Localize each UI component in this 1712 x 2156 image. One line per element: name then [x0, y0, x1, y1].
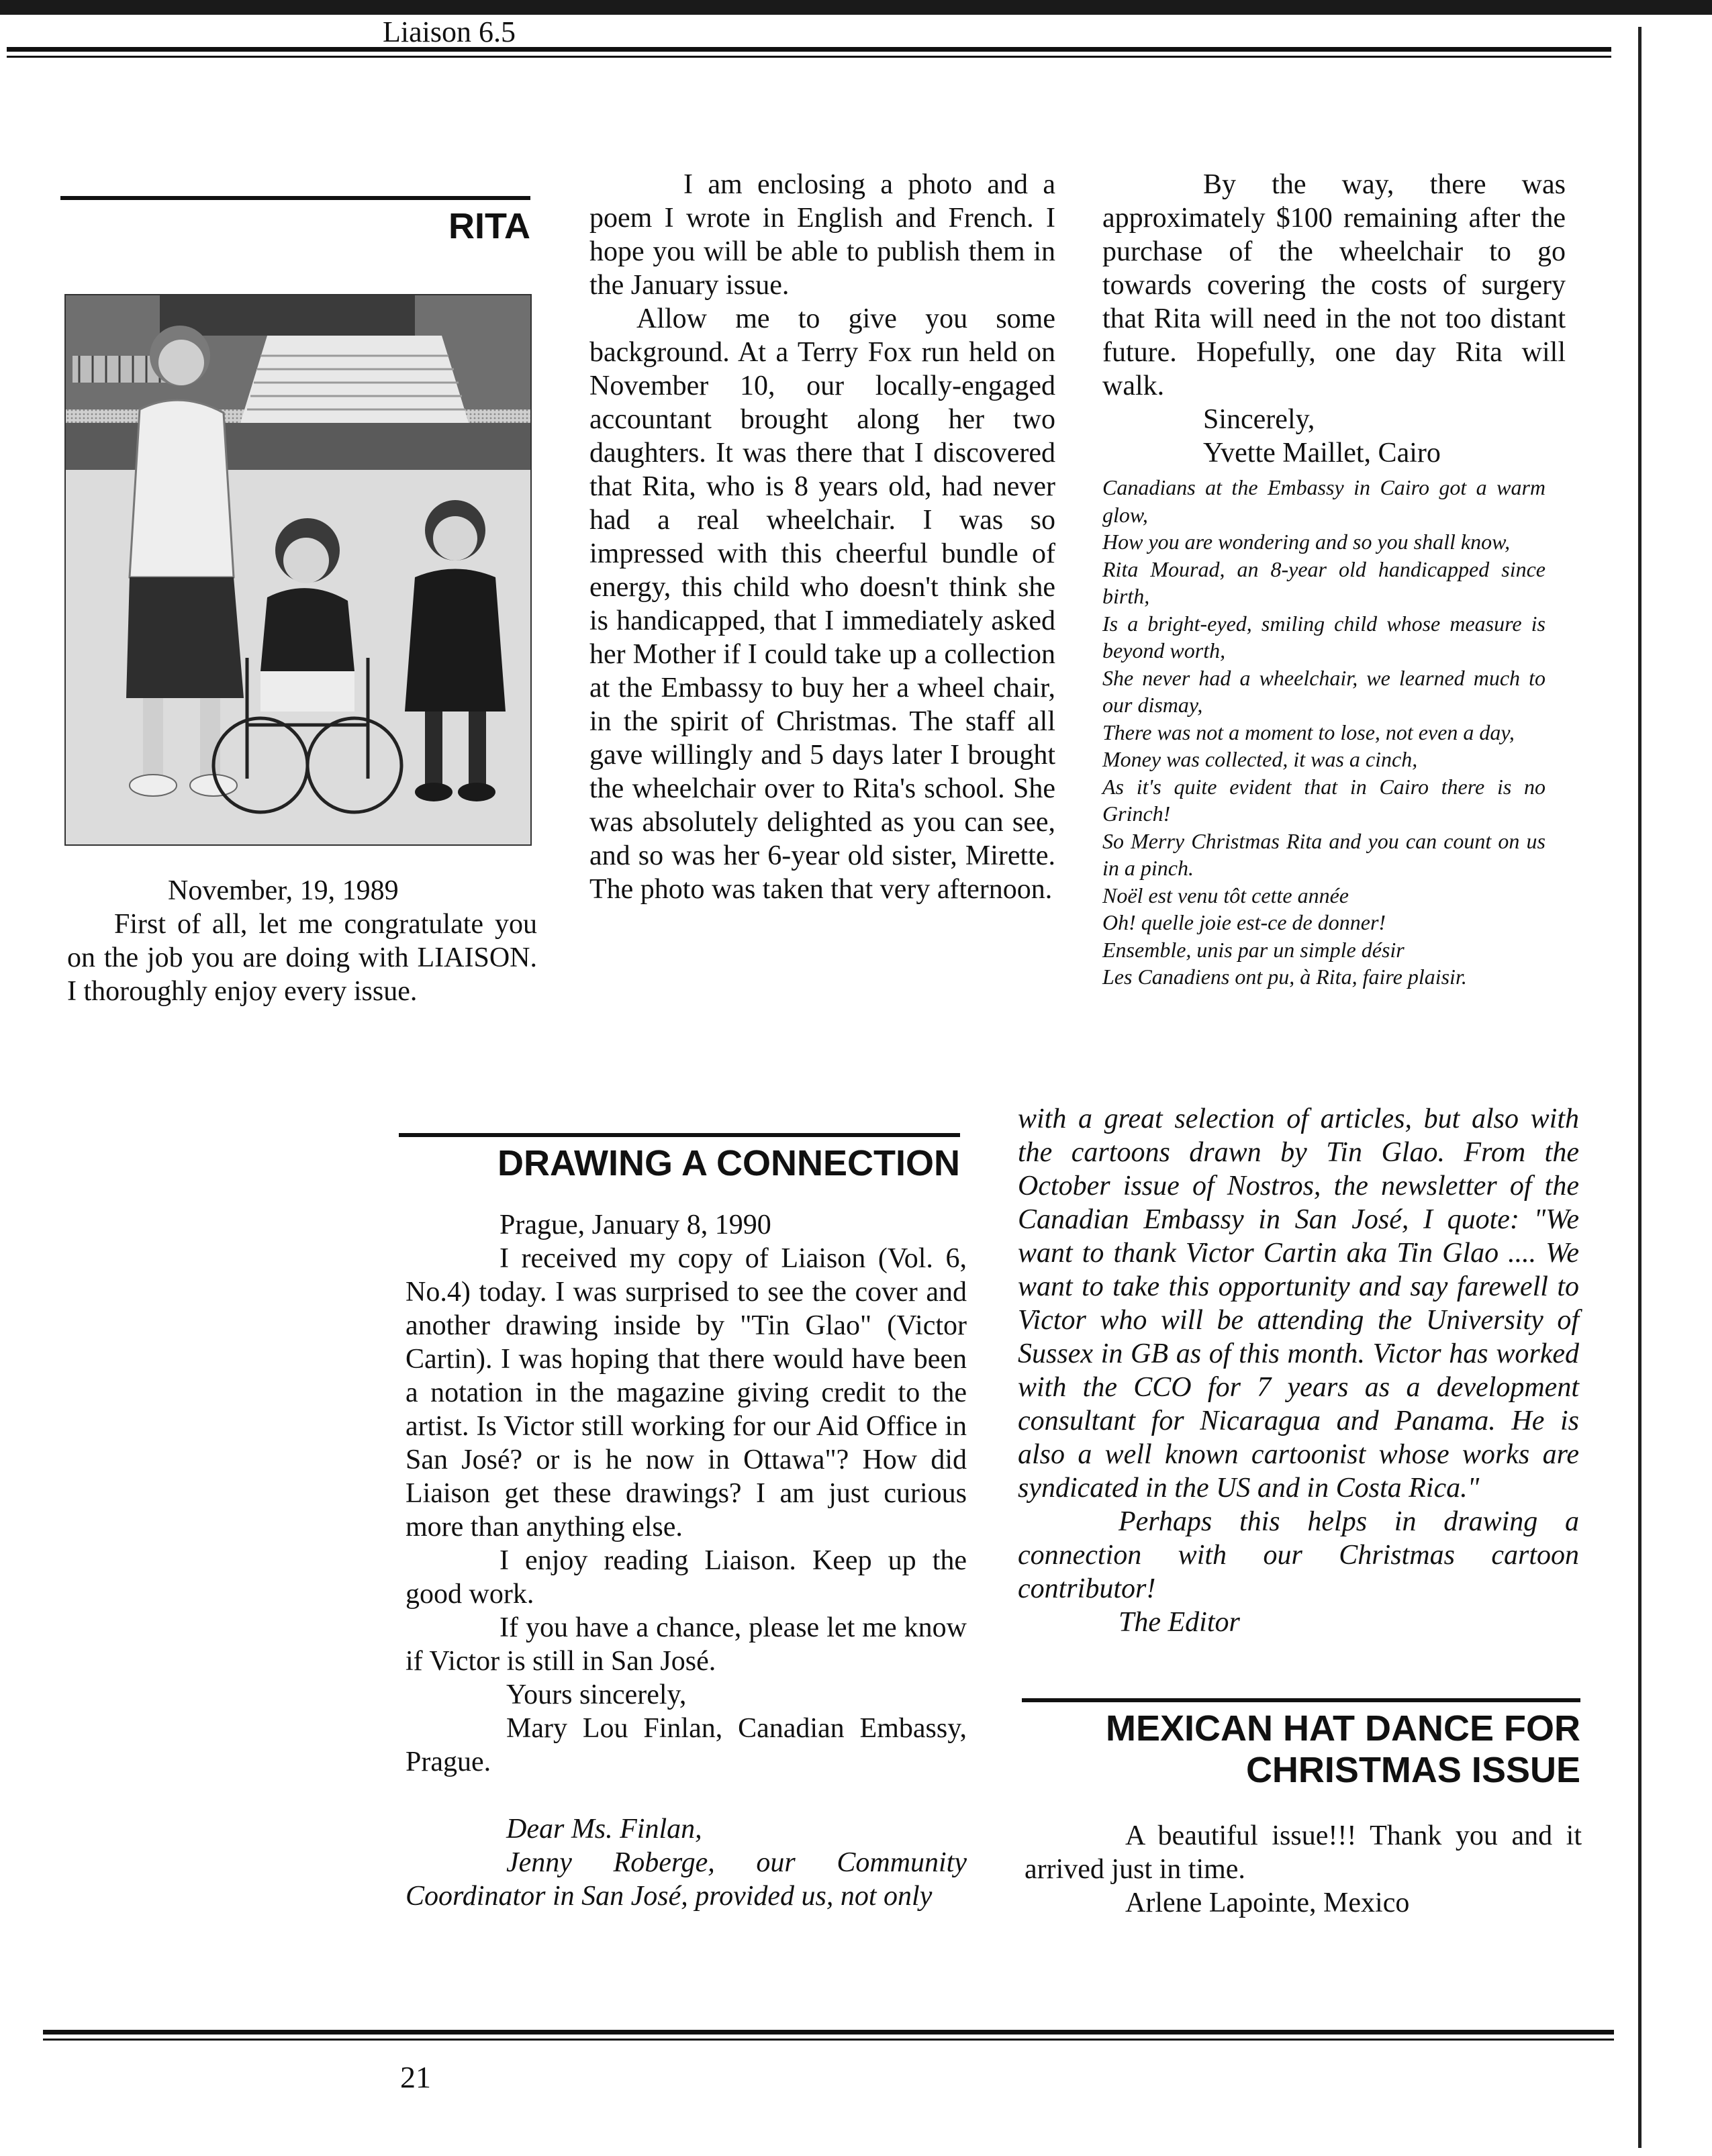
- drawing-date: Prague, January 8, 1990: [500, 1210, 771, 1240]
- drawing-signature: Mary Lou Finlan, Canadian Embassy, Prague.: [406, 1713, 967, 1777]
- drawing-paragraph-2: I enjoy reading Liaison. Keep up the good work.: [406, 1545, 967, 1610]
- rita-paragraph-2: Allow me to give you some background. At a Terry Fox run held on November 10, our locally-engaged accountant brought along her two daughters. It was there that I discovered that Rita, who is 8 years old, had never had a real wheelchair. I was so impressed with this cheerful bundle of energy, this child who doesn't think she is handicapped, that I immediately asked her Mother if I could take up a collection at the Embassy to buy her a wheel chair, in the spirit of Christmas. The staff all gave willingly and 5 days later I brought the wheelchair over to Rita's school. She was absolutely delighted as you can see, and so was her 6-year old sister, Mirette. The photo was taken that very afternoon.: [589, 303, 1055, 905]
- poem-line: There was not a moment to lose, not even a day,: [1102, 720, 1515, 744]
- poem-line: Canadians at the Embassy in Cairo got a warm glow,: [1102, 475, 1545, 527]
- poem-line: Ensemble, unis par un simple désir: [1102, 937, 1405, 962]
- poem-line: Les Canadiens ont pu, à Rita, faire plaisir.: [1102, 965, 1467, 989]
- reply-signature: The Editor: [1119, 1607, 1240, 1638]
- rita-paragraph-3: By the way, there was approximately $100 remaining after the purchase of the wheelchair to go towards covering the costs of surgery that Rita will need in the not too distant future. Hopefully, one day Rita will walk.: [1102, 169, 1566, 401]
- rita-closing: Sincerely,: [1203, 404, 1315, 435]
- drawing-heading-rule: [399, 1133, 960, 1137]
- poem-line: Oh! quelle joie est-ce de donner!: [1102, 910, 1386, 934]
- drawing-paragraph-3: If you have a chance, please let me know if Victor is still in San José.: [406, 1612, 967, 1677]
- page-edge-line: [1638, 27, 1642, 2148]
- rita-intro: First of all, let me congratulate you on the job you are doing with LIAISON. I thoroughly enjoy every issue.: [67, 909, 537, 1007]
- mexican-letter: [1025, 1819, 1582, 1920]
- reply-paragraph-2: Perhaps this helps in drawing a connection with our Christmas cartoon contributor!: [1018, 1506, 1579, 1604]
- drawing-paragraph-1: I received my copy of Liaison (Vol. 6, No.4) today. I was surprised to see the cover and another drawing inside by "Tin Glao" (Victor Cartin). I was hoping that there would have been a notation in the magazine giving credit to the artist. Is Victor still working for our Aid Office in San José? or is he now in Ottawa"? How did Liaison get these drawings? I am just curious more than anything else.: [406, 1243, 967, 1542]
- reply-paragraph-1-start: Jenny Roberge, our Community Coordinator in San José, provided us, not only: [406, 1847, 967, 1912]
- scan-top-edge: [0, 0, 1712, 15]
- rita-letter-middle: [589, 168, 1055, 906]
- poem-line: She never had a wheelchair, we learned much to our dismay,: [1102, 665, 1545, 717]
- drawing-closing: Yours sincerely,: [506, 1679, 687, 1710]
- poem-line: So Merry Christmas Rita and you can count on us in a pinch.: [1102, 828, 1545, 880]
- reply-paragraph-1-end: with a great selection of articles, but also with the cartoons drawn by Tin Glao. From the October issue of Nostros, the newsletter of the Canadian Embassy in San José, I quote: "We want to thank Victor Cartin aka Tin Glao .... We want to take this opportunity and say farewell to Victor who will be attending the University of Sussex in GB as of this month. Victor has worked with the CCO for 7 years as a development consultant for Nicaragua and Panama. He is also a well known cartoonist whose works are syndicated in the US and in Costa Rica.": [1018, 1104, 1579, 1504]
- poem-line: Noël est venu tôt cette année: [1102, 883, 1349, 908]
- drawing-heading: DRAWING A CONNECTION: [497, 1143, 960, 1183]
- rita-signature: Yvette Maillet, Cairo: [1203, 438, 1441, 469]
- rita-heading-rule: [60, 196, 530, 200]
- mexican-heading-line-2: CHRISTMAS ISSUE: [1245, 1750, 1580, 1790]
- header-rule: [7, 47, 1611, 58]
- running-head: Liaison 6.5: [383, 15, 516, 48]
- reply-salutation: Dear Ms. Finlan,: [506, 1814, 702, 1845]
- mexican-heading: [1022, 1708, 1580, 1791]
- page-number: 21: [400, 2060, 431, 2094]
- poem-line: How you are wondering and so you shall know,: [1102, 530, 1511, 554]
- mexican-signature: Arlene Lapointe, Mexico: [1125, 1888, 1410, 1918]
- footer-rule: [43, 2030, 1614, 2041]
- mexican-heading-rule: [1022, 1698, 1580, 1702]
- rita-letter-start: [67, 874, 537, 1008]
- rita-photo: [64, 294, 532, 846]
- rita-paragraph-1: I am enclosing a photo and a poem I wrote in English and French. I hope you will be able to publish them in the January issue.: [589, 169, 1055, 301]
- poem-line: Rita Mourad, an 8-year old handicapped since birth,: [1102, 556, 1545, 608]
- mexican-heading-line-1: MEXICAN HAT DANCE FOR: [1106, 1708, 1580, 1749]
- drawing-letter: [406, 1208, 967, 1913]
- rita-photo-image: [66, 295, 530, 844]
- poem-line: As it's quite evident that in Cairo there is no Grinch!: [1102, 774, 1545, 826]
- reply-continued: [1018, 1102, 1579, 1639]
- mexican-text: A beautiful issue!!! Thank you and it arrived just in time.: [1025, 1820, 1582, 1885]
- rita-poem: [1102, 474, 1545, 991]
- rita-heading: RITA: [448, 206, 530, 246]
- rita-letter-end: [1102, 168, 1566, 991]
- poem-line: Money was collected, it was a cinch,: [1102, 747, 1418, 771]
- rita-date: November, 19, 1989: [168, 875, 399, 906]
- poem-line: Is a bright-eyed, smiling child whose measure is beyond worth,: [1102, 611, 1545, 663]
